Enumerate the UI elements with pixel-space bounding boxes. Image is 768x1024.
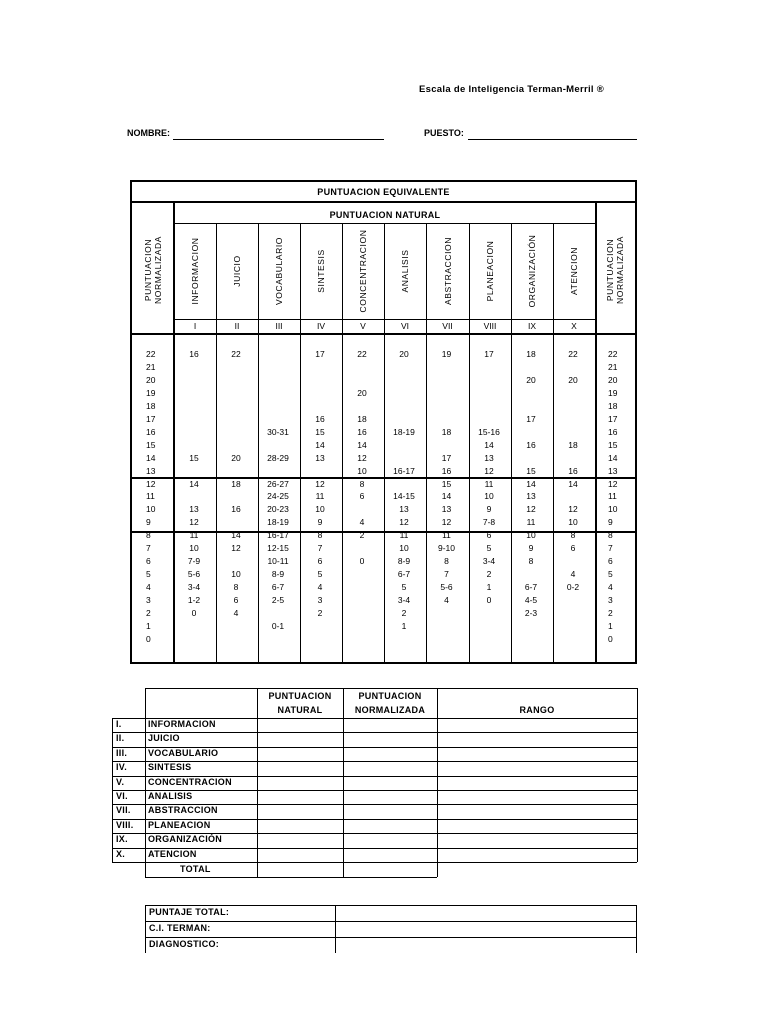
- total-label: TOTAL: [180, 864, 211, 874]
- column-header: JUICIO: [232, 255, 242, 287]
- summary-row-number: VII.: [116, 805, 131, 816]
- table-cell: 9: [528, 543, 534, 554]
- rango-cell[interactable]: [439, 791, 635, 802]
- summary-divider: [257, 862, 258, 877]
- summary-row-number: IV.: [116, 762, 128, 773]
- table-cell: 8: [570, 530, 576, 541]
- table-cell: 16-17: [393, 465, 415, 476]
- column-roman: III: [275, 321, 283, 331]
- table-cell: 14: [441, 491, 452, 502]
- column-roman: II: [234, 321, 240, 331]
- table-cell: 11: [442, 530, 451, 541]
- table-cell: 19: [441, 349, 452, 359]
- side-header-line: NORMALIZADA: [615, 236, 625, 304]
- column-header: ABSTRACCION: [442, 237, 453, 305]
- table-cell: 15: [526, 465, 536, 476]
- table-cell: 12: [441, 517, 452, 528]
- score-left: 11: [146, 491, 155, 502]
- table-cell: 7: [444, 569, 449, 580]
- column-roman: V: [360, 321, 366, 331]
- score-left: 1: [146, 620, 151, 631]
- score-right: 22: [608, 349, 618, 359]
- table-cell: 20-23: [267, 504, 289, 515]
- score-right: 12: [608, 478, 618, 489]
- score-right: 5: [608, 569, 613, 580]
- score-left: 15: [146, 439, 156, 450]
- table-cell: 18-19: [393, 426, 415, 437]
- results-divider: [145, 921, 636, 922]
- natural-score-cell[interactable]: [259, 849, 341, 860]
- table-cell: 16: [441, 465, 452, 476]
- table-divider: [216, 224, 217, 662]
- table-cell: 10: [357, 465, 367, 476]
- table-cell: 1: [401, 620, 407, 631]
- summary-row-name: INFORMACION: [148, 719, 216, 729]
- summary-row-number: X.: [116, 848, 126, 859]
- table-cell: 12: [231, 543, 241, 554]
- table-cell: 16: [189, 349, 199, 359]
- table-divider: [595, 202, 597, 662]
- summary-row-number: II.: [116, 733, 125, 744]
- column-roman: VI: [400, 321, 410, 331]
- score-right: 4: [608, 582, 613, 593]
- table-cell: 8-9: [397, 556, 411, 567]
- table-cell: 4: [570, 569, 576, 580]
- table-cell: 7-9: [187, 556, 201, 567]
- score-right: 20: [608, 374, 618, 385]
- column-roman: X: [571, 321, 577, 331]
- side-header-line: NORMALIZADA: [153, 236, 163, 304]
- score-right: 1: [608, 620, 613, 631]
- table-cell: 6: [570, 543, 576, 554]
- summary-row-name: SINTESIS: [148, 762, 192, 773]
- summary-divider: [637, 688, 638, 862]
- table-divider: [258, 224, 259, 662]
- score-right: 3: [608, 595, 613, 606]
- table-cell: 5: [317, 569, 323, 580]
- score-right: 0: [608, 633, 613, 644]
- column-header: PLANEACION: [485, 240, 495, 302]
- table-cell: 18: [231, 478, 241, 489]
- puntaje-total-field[interactable]: [338, 907, 633, 919]
- header-normalizada-line1: PUNTUACION: [358, 691, 422, 701]
- puesto-label: PUESTO:: [424, 128, 464, 138]
- natural-score-cell[interactable]: [259, 791, 341, 802]
- summary-row-name: VOCABULARIO: [148, 747, 219, 758]
- rango-cell[interactable]: [439, 748, 635, 759]
- table-cell: 14: [568, 478, 578, 489]
- score-right: 19: [608, 387, 618, 398]
- table-cell: 12: [568, 504, 578, 515]
- table-cell: 10-11: [267, 556, 289, 567]
- table-subtitle: PUNTUACION NATURAL: [329, 210, 441, 220]
- table-cell: 2-5: [271, 595, 285, 606]
- table-cell: 10: [189, 543, 199, 554]
- table-cell: 18: [526, 349, 536, 359]
- summary-row-name: PLANEACION: [148, 819, 211, 830]
- column-roman: IV: [316, 321, 326, 331]
- normalized-score-cell[interactable]: [345, 733, 435, 744]
- natural-score-cell[interactable]: [259, 748, 341, 759]
- normalized-score-cell[interactable]: [345, 791, 435, 802]
- rango-cell[interactable]: [439, 719, 635, 730]
- table-divider: [384, 224, 385, 662]
- score-left: 17: [146, 413, 156, 424]
- table-cell: 11: [399, 530, 409, 541]
- table-cell: 12-15: [267, 543, 289, 554]
- ci-terman-label: C.I. TERMAN:: [149, 923, 211, 933]
- table-cell: 14: [189, 478, 199, 489]
- header-natural-line1: PUNTUACION: [268, 691, 332, 701]
- table-cell: 5-6: [187, 569, 201, 580]
- equivalence-table: [130, 180, 637, 664]
- natural-score-cell[interactable]: [259, 719, 341, 730]
- summary-row-number: V.: [116, 776, 125, 787]
- table-cell: 14: [315, 439, 325, 450]
- table-cell: 12: [526, 504, 536, 515]
- table-cell: 20: [526, 374, 536, 385]
- summary-row-number: VI.: [116, 791, 128, 801]
- score-left: 7: [146, 543, 151, 554]
- table-cell: 5-6: [440, 582, 453, 593]
- table-cell: 10: [568, 517, 578, 528]
- score-right: 14: [608, 452, 618, 463]
- table-cell: 28-29: [267, 452, 289, 463]
- normalized-score-cell[interactable]: [345, 849, 435, 860]
- score-left: 21: [146, 361, 156, 372]
- rango-cell[interactable]: [439, 805, 635, 816]
- table-cell: 30-31: [267, 426, 289, 437]
- column-header: ANALISIS: [400, 249, 410, 293]
- table-title: PUNTUACION EQUIVALENTE: [317, 187, 450, 197]
- results-divider: [145, 937, 636, 938]
- summary-divider: [145, 862, 146, 877]
- table-divider: [426, 224, 427, 662]
- table-cell: 2: [401, 608, 407, 618]
- summary-row-number: I.: [116, 719, 122, 729]
- normalized-score-cell[interactable]: [345, 805, 435, 816]
- table-cell: 6: [486, 530, 492, 541]
- table-cell: 12: [189, 517, 199, 528]
- score-right: 7: [608, 543, 613, 554]
- table-cell: 2: [486, 569, 492, 580]
- table-cell: 24-25: [267, 491, 289, 502]
- nombre-field[interactable]: [173, 139, 384, 140]
- puesto-field[interactable]: [468, 139, 637, 140]
- table-cell: 12: [357, 452, 367, 463]
- table-cell: 0: [359, 556, 365, 567]
- score-right: 11: [608, 491, 617, 502]
- table-cell: 18: [441, 426, 452, 437]
- normalized-score-cell[interactable]: [345, 719, 435, 730]
- table-cell: 3-4: [397, 595, 411, 606]
- header-normalizada-line2: NORMALIZADA: [354, 705, 426, 715]
- table-cell: 8: [317, 530, 323, 541]
- table-cell: 11: [526, 517, 536, 528]
- score-left: 14: [146, 452, 156, 463]
- score-left: 4: [146, 582, 151, 593]
- table-cell: 1-2: [187, 595, 201, 606]
- summary-row-number: III.: [116, 747, 128, 758]
- ci-terman-field[interactable]: [338, 923, 633, 935]
- diagnostico-field[interactable]: [338, 939, 633, 951]
- table-divider: [511, 224, 512, 662]
- score-left: 19: [146, 387, 156, 398]
- table-cell: 8: [444, 556, 449, 567]
- table-cell: 11: [484, 478, 494, 489]
- normalized-score-cell[interactable]: [345, 748, 435, 759]
- rango-cell[interactable]: [439, 733, 635, 744]
- table-cell: 15-16: [478, 426, 500, 437]
- natural-score-cell[interactable]: [259, 777, 341, 788]
- side-header-line: PUNTUACION: [143, 238, 153, 302]
- natural-score-cell[interactable]: [259, 733, 341, 744]
- table-cell: 13: [526, 491, 536, 502]
- side-header-right: [605, 236, 625, 304]
- table-cell: 16-17: [267, 530, 289, 541]
- score-right: 21: [608, 361, 618, 372]
- natural-score-cell[interactable]: [259, 762, 341, 773]
- table-divider: [173, 202, 175, 662]
- column-roman: IX: [527, 321, 537, 331]
- normalized-score-cell[interactable]: [345, 834, 435, 845]
- table-cell: 20: [568, 374, 578, 385]
- table-cell: 15: [441, 478, 452, 489]
- table-cell: 15: [189, 452, 199, 463]
- score-right: 6: [608, 556, 613, 567]
- table-cell: 22: [231, 349, 241, 359]
- normalized-score-cell[interactable]: [345, 777, 435, 788]
- table-cell: 7: [317, 543, 323, 554]
- score-left: 18: [146, 400, 156, 411]
- score-left: 10: [146, 504, 156, 515]
- table-cell: 3-4: [187, 582, 201, 593]
- results-divider: [145, 905, 146, 953]
- score-left: 9: [146, 517, 151, 528]
- natural-score-cell[interactable]: [259, 834, 341, 845]
- summary-divider: [343, 862, 344, 877]
- rango-cell[interactable]: [439, 820, 635, 831]
- score-right: 18: [608, 400, 618, 411]
- table-cell: 14: [231, 530, 241, 541]
- table-cell: 16: [231, 504, 241, 515]
- score-right: 8: [608, 530, 613, 541]
- rango-cell[interactable]: [439, 849, 635, 860]
- score-right: 16: [608, 426, 618, 437]
- score-right: 15: [608, 439, 618, 450]
- table-divider: [300, 224, 301, 662]
- summary-row-name: JUICIO: [148, 733, 180, 744]
- table-cell: 22: [568, 349, 578, 359]
- rango-cell[interactable]: [439, 777, 635, 788]
- table-cell: 14: [484, 439, 494, 450]
- summary-divider: [437, 862, 438, 877]
- score-left: 0: [146, 633, 151, 644]
- score-left: 2: [146, 608, 151, 618]
- table-cell: 6: [359, 491, 365, 502]
- column-header: INFORMACION: [190, 237, 200, 305]
- score-right: 10: [608, 504, 618, 515]
- table-cell: 8: [528, 556, 534, 567]
- table-cell: 3: [317, 595, 323, 606]
- score-left: 6: [146, 556, 151, 567]
- results-divider: [335, 905, 336, 953]
- summary-row-name: ATENCION: [148, 848, 197, 859]
- column-header: CONCENTRACION: [358, 229, 368, 313]
- results-divider: [145, 905, 636, 906]
- rango-cell[interactable]: [439, 762, 635, 773]
- natural-score-cell[interactable]: [259, 820, 341, 831]
- nombre-label: NOMBRE:: [127, 128, 170, 138]
- table-cell: 20: [231, 452, 241, 463]
- table-cell: 14: [357, 439, 367, 450]
- table-cell: 16: [568, 465, 578, 476]
- table-cell: 13: [484, 452, 494, 463]
- table-cell: 4: [317, 582, 323, 593]
- table-cell: 6-7: [524, 582, 538, 593]
- score-left: 20: [146, 374, 156, 385]
- column-roman: VII: [442, 321, 453, 331]
- score-right: 17: [608, 413, 618, 424]
- table-cell: 10: [231, 569, 241, 580]
- score-left: 5: [146, 569, 151, 580]
- score-left: 8: [146, 530, 151, 541]
- score-left: 12: [146, 478, 156, 489]
- table-divider: [132, 201, 635, 203]
- table-cell: 5: [486, 543, 492, 554]
- table-cell: 2: [359, 530, 365, 541]
- table-cell: 3-4: [482, 556, 496, 567]
- table-cell: 9: [486, 504, 492, 515]
- table-cell: 10: [526, 530, 536, 541]
- table-cell: 6-7: [397, 569, 411, 580]
- table-cell: 14-15: [393, 491, 415, 502]
- table-cell: 20: [357, 387, 367, 398]
- column-roman: VIII: [483, 321, 497, 331]
- table-cell: 17: [526, 413, 536, 424]
- table-cell: 15: [315, 426, 325, 437]
- table-cell: 20: [399, 349, 409, 359]
- summary-row-number: VIII.: [116, 819, 134, 830]
- table-cell: 4-5: [524, 595, 538, 606]
- table-cell: 5: [401, 582, 407, 593]
- score-right: 9: [608, 517, 613, 528]
- table-cell: 10: [315, 504, 325, 515]
- side-header-left: [143, 236, 163, 304]
- score-left: 13: [146, 465, 156, 476]
- table-cell: 6: [233, 595, 239, 606]
- score-left: 3: [146, 595, 151, 606]
- table-divider: [553, 224, 554, 662]
- summary-row-name: ANALISIS: [148, 791, 193, 801]
- normalized-score-cell[interactable]: [345, 762, 435, 773]
- summary-divider: [112, 862, 637, 863]
- puntaje-total-label: PUNTAJE TOTAL:: [149, 907, 230, 917]
- table-cell: 2: [317, 608, 323, 618]
- table-divider: [469, 224, 470, 662]
- table-cell: 10: [399, 543, 409, 554]
- table-cell: 2-3: [524, 608, 538, 618]
- table-cell: 11: [189, 530, 199, 541]
- table-cell: 8: [233, 582, 239, 593]
- document-title: Escala de Inteligencia Terman-Merril ®: [419, 84, 605, 95]
- table-cell: 12: [399, 517, 409, 528]
- column-header: SINTESIS: [316, 249, 326, 293]
- summary-row-name: ORGANIZACIÓN: [148, 834, 223, 845]
- table-cell: 4: [359, 517, 365, 528]
- summary-divider: [145, 877, 437, 878]
- table-cell: 6-7: [271, 582, 285, 593]
- table-cell: 16: [357, 426, 367, 437]
- table-cell: 6: [317, 556, 323, 567]
- table-cell: 0: [486, 595, 492, 606]
- summary-row-number: IX.: [116, 834, 128, 845]
- table-cell: 4: [233, 608, 239, 618]
- header-rango: RANGO: [519, 705, 555, 715]
- normalized-score-cell[interactable]: [345, 820, 435, 831]
- table-cell: 26-27: [267, 478, 289, 489]
- column-header: ATENCION: [569, 246, 579, 296]
- table-divider: [342, 224, 343, 662]
- table-cell: 17: [484, 349, 494, 359]
- table-cell: 18: [568, 439, 578, 450]
- table-cell: 8: [359, 478, 365, 489]
- summary-row-name: CONCENTRACION: [148, 776, 232, 787]
- table-cell: 16: [526, 439, 536, 450]
- table-cell: 0-1: [271, 620, 285, 631]
- column-roman: I: [193, 321, 197, 331]
- table-cell: 18: [357, 413, 367, 424]
- table-cell: 7-8: [482, 517, 496, 528]
- side-header-line: PUNTUACION: [605, 238, 615, 302]
- table-cell: 10: [484, 491, 494, 502]
- score-right: 13: [608, 465, 618, 476]
- table-cell: 0: [191, 608, 197, 618]
- results-divider: [636, 905, 637, 953]
- table-cell: 13: [441, 504, 452, 515]
- table-cell: 4: [444, 595, 449, 606]
- table-cell: 17: [441, 452, 452, 463]
- table-cell: 13: [315, 452, 325, 463]
- score-left: 22: [146, 349, 156, 359]
- diagnostico-label: DIAGNOSTICO:: [149, 939, 220, 949]
- table-cell: 0-2: [566, 582, 580, 593]
- table-cell: 22: [357, 349, 367, 359]
- table-cell: 11: [315, 491, 325, 502]
- table-cell: 13: [399, 504, 409, 515]
- table-cell: 14: [526, 478, 536, 489]
- natural-score-cell[interactable]: [259, 805, 341, 816]
- column-header: ORGANIZACIÓN: [527, 234, 537, 308]
- table-cell: 12: [484, 465, 494, 476]
- table-cell: 9: [317, 517, 323, 528]
- table-cell: 18-19: [267, 517, 289, 528]
- table-cell: 13: [189, 504, 199, 515]
- column-header: VOCABULARIO: [274, 236, 284, 306]
- summary-row-name: ABSTRACCION: [148, 805, 218, 816]
- table-cell: 9-10: [437, 543, 456, 554]
- table-cell: 16: [315, 413, 325, 424]
- table-cell: 17: [315, 349, 325, 359]
- rango-cell[interactable]: [439, 834, 635, 845]
- table-cell: 8-9: [271, 569, 285, 580]
- score-left: 16: [146, 426, 156, 437]
- score-right: 2: [608, 608, 613, 618]
- table-cell: 12: [315, 478, 325, 489]
- header-natural-line2: NATURAL: [277, 705, 323, 715]
- table-cell: 1: [486, 582, 492, 593]
